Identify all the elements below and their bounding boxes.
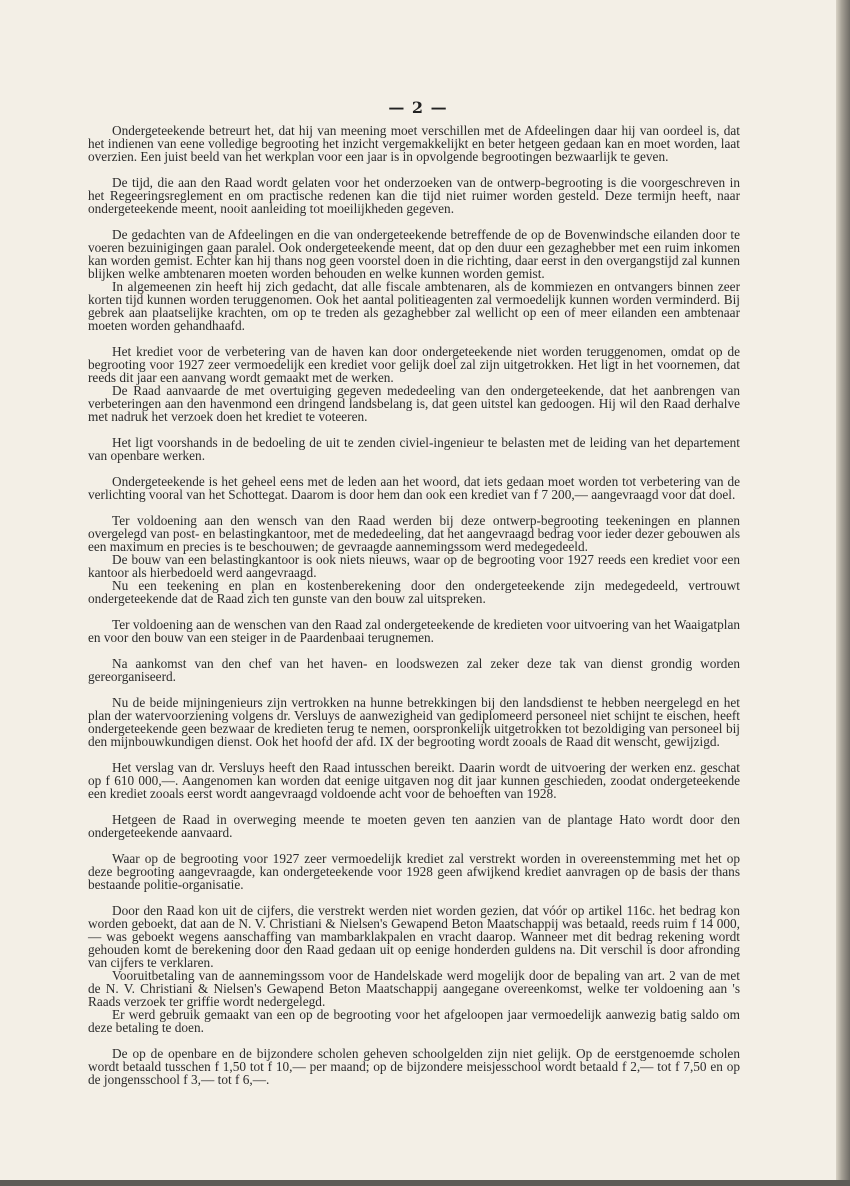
paragraph: Door den Raad kon uit de cijfers, die verstrekt werden niet worden gezien, dat vóór op artikel 116c. het bedrag kon worden geboekt, dat aan de N. V. Christiani & Nielsen's Gewapend Beton Maatschappij was betaald, reeds ruim f 14 000,— was geboekt wegens aanschaffing van mambarklakpalen en vracht daarop. Wanneer met dit bedrag rekening wordt gehouden komt de berekening door den Raad gedaan uit op eenige honderden guldens na. Dit verschil is door afronding van cijfers te verklaren. xyxy=(88,903,740,970)
paragraph: Er werd gebruik gemaakt van een op de begrooting voor het afgeloopen jaar vermoedelijk aanwezig batig saldo om deze betaling te doen. xyxy=(88,1007,740,1035)
paragraph: Nu een teekening en plan en kostenberekening door den ondergeteekende zijn medegedeeld, vertrouwt ondergeteekende dat de Raad zich ten gunste van den bouw zal uitspreken. xyxy=(88,578,740,606)
page-edge-bottom xyxy=(0,1180,850,1186)
paragraph: Hetgeen de Raad in overweging meende te moeten geven ten aanzien van de plantage Hato wordt door den ondergeteekende aanvaard. xyxy=(88,812,740,840)
paragraph: De Raad aanvaarde de met overtuiging gegeven mededeeling van den ondergeteekende, dat het aanbrengen van verbeteringen aan den havenmond een dringend landsbelang is, dat geen uitstel kan gedoogen. Hij wil den Raad derhalve met nadruk het verzoek doen het krediet te voteeren. xyxy=(88,383,740,424)
paragraph: De gedachten van de Afdeelingen en die van ondergeteekende betreffende de op de Bovenwindsche eilanden door te voeren bezuinigingen gaan paralel. Ook ondergeteekende meent, dat op den duur een gezaghebber met een ruim inkomen kan worden gemist. Echter kan hij thans nog geen voorstel doen in die richting, daar eerst in den overgangstijd zal kunnen blijken welke ambtenaren moeten worden behouden en welke kunnen worden gemist. xyxy=(88,227,740,281)
page-edge-shadow xyxy=(836,0,850,1186)
paragraph: Het ligt voorshands in de bedoeling de uit te zenden civiel-ingenieur te belasten met de leiding van het departement van openbare werken. xyxy=(88,435,740,463)
paragraph: Vooruitbetaling van de aannemingssom voor de Handelskade werd mogelijk door de bepaling van art. 2 van de met de N. V. Christiani & Nielsen's Gewapend Beton Maatschappij aangegane overeenkomst, welke ter voldoening aan 's Raads verzoek ter griffie wordt nedergelegd. xyxy=(88,968,740,1009)
paragraph: Na aankomst van den chef van het haven- en loodswezen zal zeker deze tak van dienst grondig worden gereorganiseerd. xyxy=(88,656,740,684)
paragraph: De tijd, die aan den Raad wordt gelaten voor het onderzoeken van de ontwerp-begrooting is die voorgeschreven in het Regeeringsreglement en om practische redenen kan die tijd niet ruimer worden gesteld. Deze termijn heeft, naar ondergeteekende meent, nooit aanleiding tot moeilijkheden gegeven. xyxy=(88,175,740,216)
paragraph: Ondergeteekende is het geheel eens met de leden aan het woord, dat iets gedaan moet worden tot verbetering van de verlichting vooral van het Schottegat. Daarom is door hem dan ook een krediet van f 7 200,— aangevraagd voor dat doel. xyxy=(88,474,740,502)
paragraph: Het krediet voor de verbetering van de haven kan door ondergeteekende niet worden teruggenomen, omdat op de begrooting voor 1927 zeer vermoedelijk een krediet voor gelijk doel zal zijn uitgetrokken. Het ligt in het voornemen, dat reeds dit jaar een aanvang wordt gemaakt met de werken. xyxy=(88,344,740,385)
paragraph: Ter voldoening aan den wensch van den Raad werden bij deze ontwerp-begrooting teekeningen en plannen overgelegd van post- en belastingkantoor, met de mededeeling, dat het aangevraagd bedrag voor ieder dezer gebouwen als een maximum en precies is te beschouwen; de gevraagde aannemingssom werd medegedeeld. xyxy=(88,513,740,554)
paragraph: Nu de beide mijningenieurs zijn vertrokken na hunne betrekkingen bij den landsdienst te hebben neergelegd en het plan der watervoorziening volgens dr. Versluys de aanwezigheid van gediplomeerd personeel niet schijnt te eischen, heeft ondergeteekende geen bezwaar de kredieten terug te nemen, oorspronkelijk uitgetrokken tot bezoldiging van personeel bij den mijnbouwkundigen dienst. Ook het hoofd der afd. IX der begrooting wordt zooals de Raad dit wenscht, gewijzigd. xyxy=(88,695,740,749)
page-number: — 2 — xyxy=(388,98,448,117)
paragraph: Het verslag van dr. Versluys heeft den Raad intusschen bereikt. Daarin wordt de uitvoering der werken enz. geschat op f 610 000,—. Aangenomen kan worden dat eenige uitgaven nog dit jaar kunnen geschieden, zoodat ondergeteekende een krediet zooals eerst wordt aangevraagd voldoende acht voor de behoeften van 1928. xyxy=(88,760,740,801)
document-body xyxy=(88,124,740,1086)
paragraph: Ondergeteekende betreurt het, dat hij van meening moet verschillen met de Afdeelingen daar hij van oordeel is, dat het indienen van eene volledige begrooting het inzicht vergemakkelijkt en beter hetgeen gedaan kan en moet worden, laat overzien. Een juist beeld van het werkplan voor een jaar is in opvolgende begrootingen bezwaarlijk te geven. xyxy=(88,123,740,164)
paragraph: De bouw van een belastingkantoor is ook niets nieuws, waar op de begrooting voor 1927 reeds een krediet voor een kantoor als hierbedoeld werd aangevraagd. xyxy=(88,552,740,580)
paragraph: In algemeenen zin heeft hij zich gedacht, dat alle fiscale ambtenaren, als de kommiezen en ontvangers binnen zeer korten tijd kunnen worden teruggenomen. Ook het aantal politieagenten zal vermoedelijk kunnen worden verminderd. Bij gebrek aan plaatselijke krachten, om op te treden als gezaghebber zal wellicht op een of meer eilanden een ambtenaar moeten worden gehandhaafd. xyxy=(88,279,740,333)
paragraph: De op de openbare en de bijzondere scholen geheven schoolgelden zijn niet gelijk. Op de eerstgenoemde scholen wordt betaald tusschen f 1,50 tot f 10,— per maand; op de bijzondere meisjesschool wordt betaald f 2,— tot f 7,50 en op de jongensschool f 3,— tot f 6,—. xyxy=(88,1046,740,1087)
paragraph: Ter voldoening aan de wenschen van den Raad zal ondergeteekende de kredieten voor uitvoering van het Waaigatplan en voor den bouw van een steiger in de Paardenbaai terugnemen. xyxy=(88,617,740,645)
paragraph: Waar op de begrooting voor 1927 zeer vermoedelijk krediet zal verstrekt worden in overeenstemming met het op deze begrooting aangevraagde, kan ondergeteekende voor 1928 geen afwijkend krediet aanvragen op de basis der thans bestaande politie-organisatie. xyxy=(88,851,740,892)
